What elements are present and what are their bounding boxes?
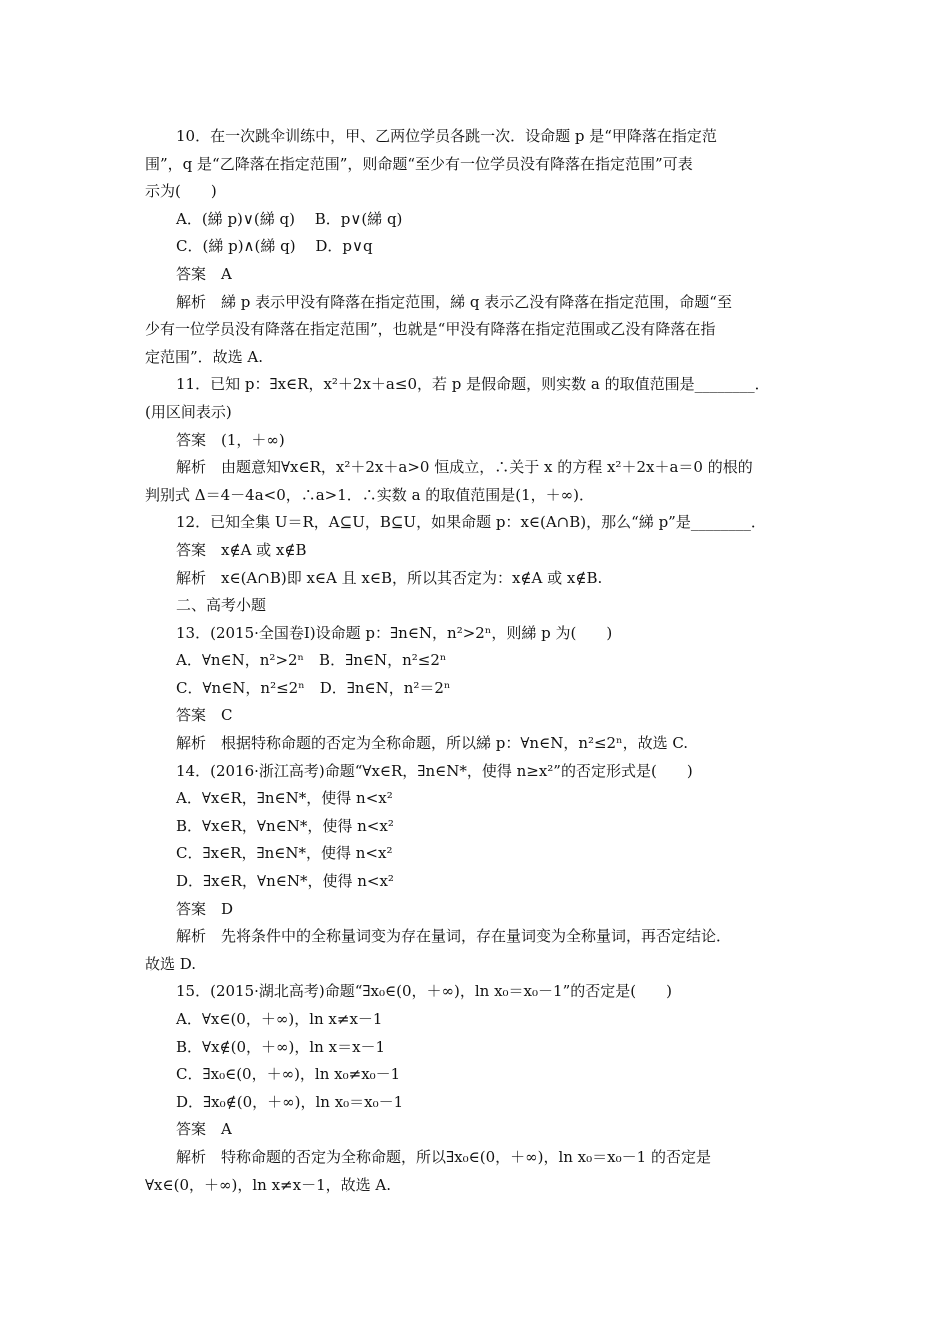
question-10-analysis: 解析 綈 p 表示甲没有降落在指定范围，綈 q 表示乙没有降落在指定范围，命题“至 (176, 292, 732, 311)
question-10-options-cd: C．(綈 p)∧(綈 q) D．p∨q (176, 237, 373, 256)
question-15-stem: 15．(2015·湖北高考)命题“∃x₀∈(0，＋∞)，ln x₀＝x₀－1”的否定是( ) (176, 982, 672, 1001)
question-11-stem-cont: (用区间表示) (145, 402, 232, 421)
question-15-option-a: A．∀x∈(0，＋∞)，ln x≠x－1 (176, 1010, 383, 1028)
question-10-stem: 10．在一次跳伞训练中，甲、乙两位学员各跳一次．设命题 p 是“甲降落在指定范 (176, 127, 717, 145)
question-15-analysis-cont: ∀x∈(0，＋∞)，ln x≠x－1，故选 A. (145, 1175, 391, 1194)
question-14-answer: 答案 D (176, 899, 234, 918)
question-13-analysis: 解析 根据特称命题的否定为全称命题，所以綈 p：∀n∈N，n²≤2ⁿ，故选 C. (176, 734, 689, 753)
question-14-analysis: 解析 先将条件中的全称量词变为存在量词，存在量词变为全称量词，再否定结论． (176, 927, 732, 946)
question-15-option-c: C．∃x₀∈(0，＋∞)，ln x₀≠x₀－1 (176, 1065, 401, 1084)
question-14-stem: 14．(2016·浙江高考)命题“∀x∈R，∃n∈N*，使得 n≥x²”的否定形式是( ) (176, 761, 693, 780)
question-15-answer: 答案 A (176, 1120, 232, 1139)
question-15-analysis: 解析 特称命题的否定为全称命题，所以∃x₀∈(0，＋∞)，ln x₀＝x₀－1 的否定是 (176, 1147, 711, 1166)
question-14-option-d: D．∃x∈R，∀n∈N*，使得 n<x² (176, 872, 394, 891)
question-13-options-cd: C．∀n∈N，n²≤2ⁿ D．∃n∈N，n²＝2ⁿ (176, 678, 451, 697)
question-15-option-b: B．∀x∉(0，＋∞)，ln x＝x－1 (176, 1037, 386, 1056)
question-15-option-d: D．∃x₀∉(0，＋∞)，ln x₀＝x₀－1 (176, 1092, 404, 1111)
question-10-analysis-cont: 少有一位学员没有降落在指定范围”，也就是“甲没有降落在指定范围或乙没有降落在指 (145, 320, 716, 339)
question-10-stem-cont: 示为( ) (145, 182, 217, 201)
question-13-stem: 13．(2015·全国卷Ⅰ)设命题 p：∃n∈N，n²>2ⁿ，则綈 p 为( ) (176, 623, 613, 642)
question-14-option-c: C．∃x∈R，∃n∈N*，使得 n<x² (176, 844, 393, 863)
question-10-analysis-cont: 定范围”．故选 A. (145, 347, 264, 366)
question-11-stem: 11．已知 p：∃x∈R，x²＋2x＋a≤0，若 p 是假命题，则实数 a 的取值范围是________． (176, 375, 770, 394)
question-12-analysis: 解析 x∈(A∩B)即 x∈A 且 x∈B，所以其否定为：x∉A 或 x∉B. (176, 568, 603, 587)
question-12-stem: 12．已知全集 U＝R，A⊆U，B⊆U，如果命题 p：x∈(A∩B)，那么“綈 p”是________． (176, 513, 766, 532)
question-10-options-ab: A．(綈 p)∨(綈 q) B．p∨(綈 q) (176, 209, 403, 228)
question-10-answer: 答案 A (176, 264, 232, 283)
question-11-analysis: 解析 由题意知∀x∈R，x²＋2x＋a>0 恒成立，∴关于 x 的方程 x²＋2x＋a＝0 的根的 (176, 458, 753, 477)
question-13-options-ab: A．∀n∈N，n²>2ⁿ B．∃n∈N，n²≤2ⁿ (176, 651, 447, 670)
question-14-analysis-cont: 故选 D. (145, 954, 197, 973)
section-heading: 二、高考小题 (176, 596, 267, 615)
question-11-analysis-cont: 判别式 Δ＝4－4a<0，∴a>1．∴实数 a 的取值范围是(1，＋∞)． (145, 485, 595, 504)
question-14-option-a: A．∀x∈R，∃n∈N*，使得 n<x² (176, 789, 393, 808)
question-11-answer: 答案 (1，＋∞) (176, 430, 285, 449)
question-13-answer: 答案 C (176, 706, 233, 725)
question-14-option-b: B．∀x∈R，∀n∈N*，使得 n<x² (176, 816, 394, 835)
document-body (145, 123, 810, 1199)
question-12-answer: 答案 x∉A 或 x∉B (176, 540, 307, 559)
question-10-stem-cont: 围”，q 是“乙降落在指定范围”，则命题“至少有一位学员没有降落在指定范围”可表 (145, 154, 693, 173)
